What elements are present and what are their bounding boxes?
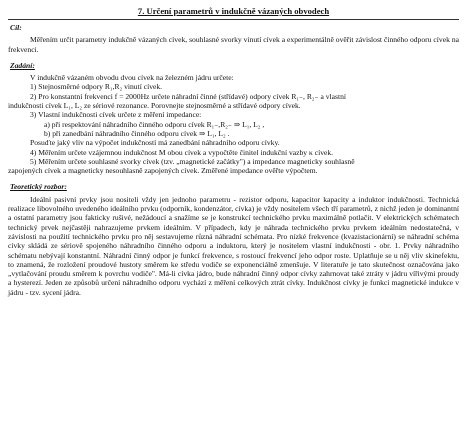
zadani-item: 3) Vlastní indukčnosti cívek určete z měření impedance: (30, 110, 202, 120)
cil-heading: Cíl: (10, 23, 22, 32)
page-title: 7. Určení parametrů v indukčně vázaných obvodech (137, 6, 330, 16)
zadani-heading: Zadání: (10, 60, 35, 70)
teorie-text: Ideální pasivní prvky jsou nositeli vždy jen jednoho parametru - rezistor odporu, kapacitor kapacity a induktor indukčnosti. Technická realizace libovolného uvedeného ideálního prvku (odporník, kondenzátor, cívka) je vždy nositelem všech tří parametrů, z nichž jeden je dominantní a ostatní parametry jsou fakticky rušivé, nežádoucí a snažíme se je konstrukcí technického prvku maximálně potlačit. V elektrických schématech technický prvek nejčastěji nahrazujeme prvkem ideálním. V případech, kdy je náhrada technického prvku prvkem ideálním nedostatečná, v závislosti na použití technického prvku pro něj sestavujeme různá náhradní schémata. Pro nízké frekvence (kvazistacionární) se náhradní schéma cívky skládá ze sériově spojeného náhradního činného odporu a induktoru, který je nositelem vlastní indukčnosti - obr. 1. Prvky náhradního schématu nebývají konstantní. Náhradní činný odpor je funkcí frekvence, s rostoucí frekvencí jeho odpor roste. Uplatňuje se u něj vliv skinefektu, to znamená, že rozložení proudové hustoty směrem ke středu vodiče se exponenciálně zmenšuje. V literatuře je tato skutečnost označována jako „vytlačování proudu směrem k povrchu vodiče". Má-li cívka jádro, bude náhradní činný odpor cívky zahrnovat také ztráty v jádru vířivými proudy a hysterezí. Jeden ze způsobů určení náhradního odporu vychází z měření celkových ztrát cívky. Indukčnost cívky je funkcí magnetické indukce v jádru - tzv. sycení jádra. (8, 194, 459, 297)
zadani-item: 5) Měřením určete souhlasné svorky cívek (tzv. „magnetické začátky") a impedance magneticky souhlasně (30, 156, 355, 166)
zadani-intro: V indukčně vázaném obvodu dvou cívek na železném jádru určete: (30, 73, 234, 83)
zadani-item: zapojených cívek a magneticky nesouhlasně zapojených cívek. Změřené impedance ověřte výpočtem. (8, 166, 318, 176)
cil-text: Měřením určit parametry indukčně vázaných cívek, souhlasné svorky vinutí cívek a experimentálně ověřit závislost činného odporu cívek na frekvenci. (8, 35, 459, 54)
teorie-heading: Teoretický rozbor: (10, 182, 67, 192)
zadani-item: 4) Měřením určete vzájemnou indukčnost M obou cívek a vypočtěte činitel indukční vazby κ cívek. (30, 147, 334, 157)
zadani-list (8, 82, 459, 176)
zadani-item: 1) Stejnosměrné odpory R₁,R₂ vinutí cívek. (30, 82, 163, 92)
title-divider (8, 19, 459, 20)
zadani-item: b) při zanedbání náhradního činného odporu cívek ⇒ L₁, L₂ . (44, 128, 230, 138)
zadani-item: indukčnosti cívek L₁, L₂ ze sériové rezonance. Porovnejte stejnosměrné a střídavé odpory cívek. (8, 101, 301, 111)
zadani-item: 2) Pro konstantní frekvenci f = 2000Hz určete náhradní činné (střídavé) odpory cívek R₁₋, R₂₋ a vlastní (30, 91, 346, 101)
zadani-item: Posuďte jaký vliv na výpočet indukčností má zanedbání náhradního odporu cívky. (30, 138, 280, 148)
zadani-item: a) při respektování náhradního činného odporu cívek R₁₋,R₂₋ ⇒ L₁, L₂ , (44, 119, 265, 129)
